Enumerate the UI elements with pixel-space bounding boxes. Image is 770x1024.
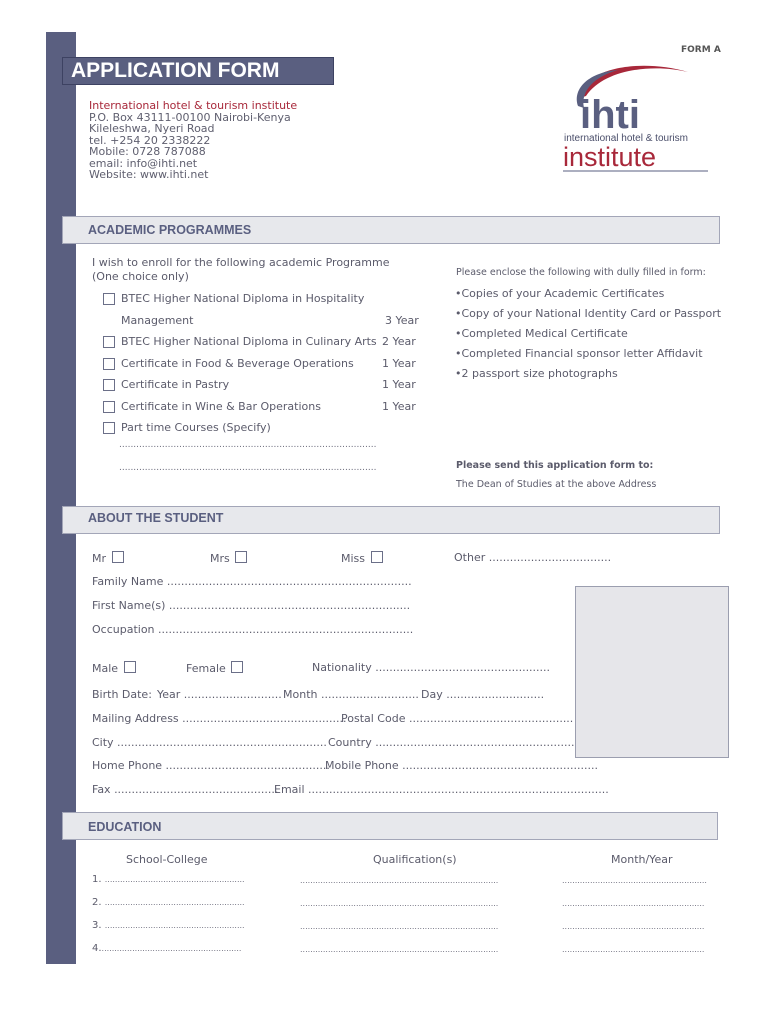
qualification-field[interactable]: .............................................................................. (300, 899, 499, 908)
institute-name: International hotel & tourism institute (89, 99, 298, 112)
birth-date-label: Birth Date: (92, 688, 152, 701)
programme-name: Certificate in Wine & Bar Operations (121, 400, 321, 413)
programme-name: Certificate in Pastry (121, 378, 230, 391)
mobile-phone-field[interactable]: Mobile Phone ........................................................ (325, 759, 598, 772)
checkbox-female[interactable] (231, 661, 243, 673)
enclose-item: •Completed Financial sponsor letter Affidavit (455, 347, 703, 360)
checkbox-pastry[interactable] (103, 379, 115, 391)
checkbox-btec-hospitality[interactable] (103, 293, 115, 305)
enclose-item: •Completed Medical Certificate (455, 327, 628, 340)
website-line: Website: www.ihti.net (89, 168, 209, 181)
programme-name-cont: Management (121, 314, 194, 327)
ihti-logo (560, 58, 710, 174)
col-qualifications: Qualification(s) (373, 853, 457, 866)
qualification-field[interactable]: .............................................................................. (300, 876, 499, 885)
enroll-intro: I wish to enroll for the following academic Programme (92, 256, 390, 269)
title-mrs-label: Mrs (210, 552, 230, 565)
month-year-field[interactable]: ........................................................ (562, 945, 705, 954)
fax-field[interactable]: Fax ............................................... (92, 783, 279, 796)
education-row (92, 920, 245, 931)
enclose-item: •Copy of your National Identity Card or Passport (455, 307, 722, 320)
other-field[interactable]: Other ................................... (454, 551, 612, 564)
programme-name: Certificate in Food & Beverage Operations (121, 357, 354, 370)
title-mrs (210, 551, 247, 565)
programme-duration: 1 Year (382, 357, 416, 370)
row-number: 1. (92, 874, 102, 885)
title-miss-label: Miss (341, 552, 366, 565)
form-label: FORM A (681, 45, 721, 55)
school-field[interactable]: ....................................................... (104, 898, 245, 907)
gender-male-label: Male (92, 662, 119, 675)
checkbox-btec-culinary[interactable] (103, 336, 115, 348)
month-year-field[interactable]: ........................................................ (562, 899, 705, 908)
programme-duration: 3 Year (385, 314, 419, 327)
specify-line[interactable]: .......................................................................................... (119, 463, 377, 473)
home-phone-field[interactable]: Home Phone ............................................... (92, 759, 330, 772)
title-box (62, 57, 334, 85)
email-field[interactable]: Email ...................................................................................... (274, 783, 609, 796)
col-month-year: Month/Year (611, 853, 673, 866)
address-line: P.O. Box 43111-00100 Nairobi-Kenya (89, 110, 291, 124)
qualification-field[interactable]: .............................................................................. (300, 945, 499, 954)
month-year-field[interactable]: ........................................................ (562, 922, 705, 931)
checkbox-food-beverage[interactable] (103, 358, 115, 370)
programme-duration: 2 Year (382, 335, 416, 348)
education-row (92, 943, 241, 954)
row-number: 4. (92, 943, 102, 954)
logo-word: institute (563, 142, 657, 172)
section-education (62, 812, 718, 840)
address-line: Kileleshwa, Nyeri Road (89, 122, 215, 135)
email-line: email: info@ihti.net (89, 156, 198, 170)
institute-address (89, 100, 297, 181)
gender-female-label: Female (186, 662, 226, 675)
title-miss (341, 551, 383, 565)
programme-name: Part time Courses (Specify) (121, 421, 271, 434)
checkbox-wine-bar[interactable] (103, 401, 115, 413)
first-names-field[interactable]: First Name(s) ..................................................................... (92, 599, 411, 612)
title-mr (92, 551, 124, 565)
section-academic (62, 216, 720, 244)
logo-tagline: international hotel & tourism (564, 133, 688, 144)
logo-mark: ihti (580, 93, 640, 137)
school-field[interactable]: ....................................................... (104, 875, 245, 884)
postal-code-field[interactable]: Postal Code ............................................... (341, 712, 574, 725)
mailing-address-field[interactable]: Mailing Address ............................................... (92, 712, 347, 725)
birth-year-field[interactable]: Year ............................ (157, 688, 282, 701)
birth-month-field[interactable]: Month ............................ (283, 688, 419, 701)
programme-name: BTEC Higher National Diploma in Culinary Arts (121, 335, 377, 348)
birth-day-field[interactable]: Day ............................ (421, 688, 545, 701)
row-number: 2. (92, 897, 102, 908)
checkbox-mr[interactable] (112, 551, 124, 563)
title-mr-label: Mr (92, 552, 107, 565)
gender-female (186, 661, 243, 675)
city-field[interactable]: City ............................................................ (92, 736, 327, 749)
education-row (92, 897, 245, 908)
enclose-item: •Copies of your Academic Certificates (455, 287, 665, 300)
row-number: 3. (92, 920, 102, 931)
gender-male (92, 661, 136, 675)
enclose-heading: Please enclose the following with dully filled in form: (456, 267, 706, 278)
passport-photo-box (575, 586, 729, 758)
nationality-field[interactable]: Nationality .................................................. (312, 661, 551, 674)
section-academic-heading: ACADEMIC PROGRAMMES (88, 223, 252, 237)
school-field[interactable]: ....................................................... (101, 944, 242, 953)
checkbox-part-time[interactable] (103, 422, 115, 434)
checkbox-male[interactable] (124, 661, 136, 673)
programme-duration: 1 Year (382, 400, 416, 413)
checkbox-miss[interactable] (371, 551, 383, 563)
enroll-intro-note: (One choice only) (92, 270, 189, 283)
programme-name: BTEC Higher National Diploma in Hospitality (121, 292, 365, 305)
family-name-field[interactable]: Family Name ...................................................................... (92, 575, 412, 588)
phone-line: tel. +254 20 2338222 (89, 133, 211, 147)
section-education-heading: EDUCATION (88, 820, 162, 834)
occupation-field[interactable]: Occupation ......................................................................... (92, 623, 414, 636)
checkbox-mrs[interactable] (235, 551, 247, 563)
send-heading: Please send this application form to: (456, 460, 654, 471)
school-field[interactable]: ....................................................... (104, 921, 245, 930)
qualification-field[interactable]: .............................................................................. (300, 922, 499, 931)
specify-line[interactable]: .......................................................................................... (119, 440, 377, 450)
programme-duration: 1 Year (382, 378, 416, 391)
country-field[interactable]: Country ......................................................... (328, 736, 575, 749)
section-student-heading: ABOUT THE STUDENT (88, 511, 224, 525)
col-school-college: School-College (126, 853, 208, 866)
education-row (92, 874, 245, 885)
send-to: The Dean of Studies at the above Address (456, 479, 657, 490)
mobile-line: Mobile: 0728 787088 (89, 145, 206, 158)
month-year-field[interactable]: ......................................................... (562, 876, 707, 885)
page-title: APPLICATION FORM (71, 59, 280, 82)
section-student (62, 506, 720, 534)
enclose-item: •2 passport size photographs (455, 367, 618, 380)
